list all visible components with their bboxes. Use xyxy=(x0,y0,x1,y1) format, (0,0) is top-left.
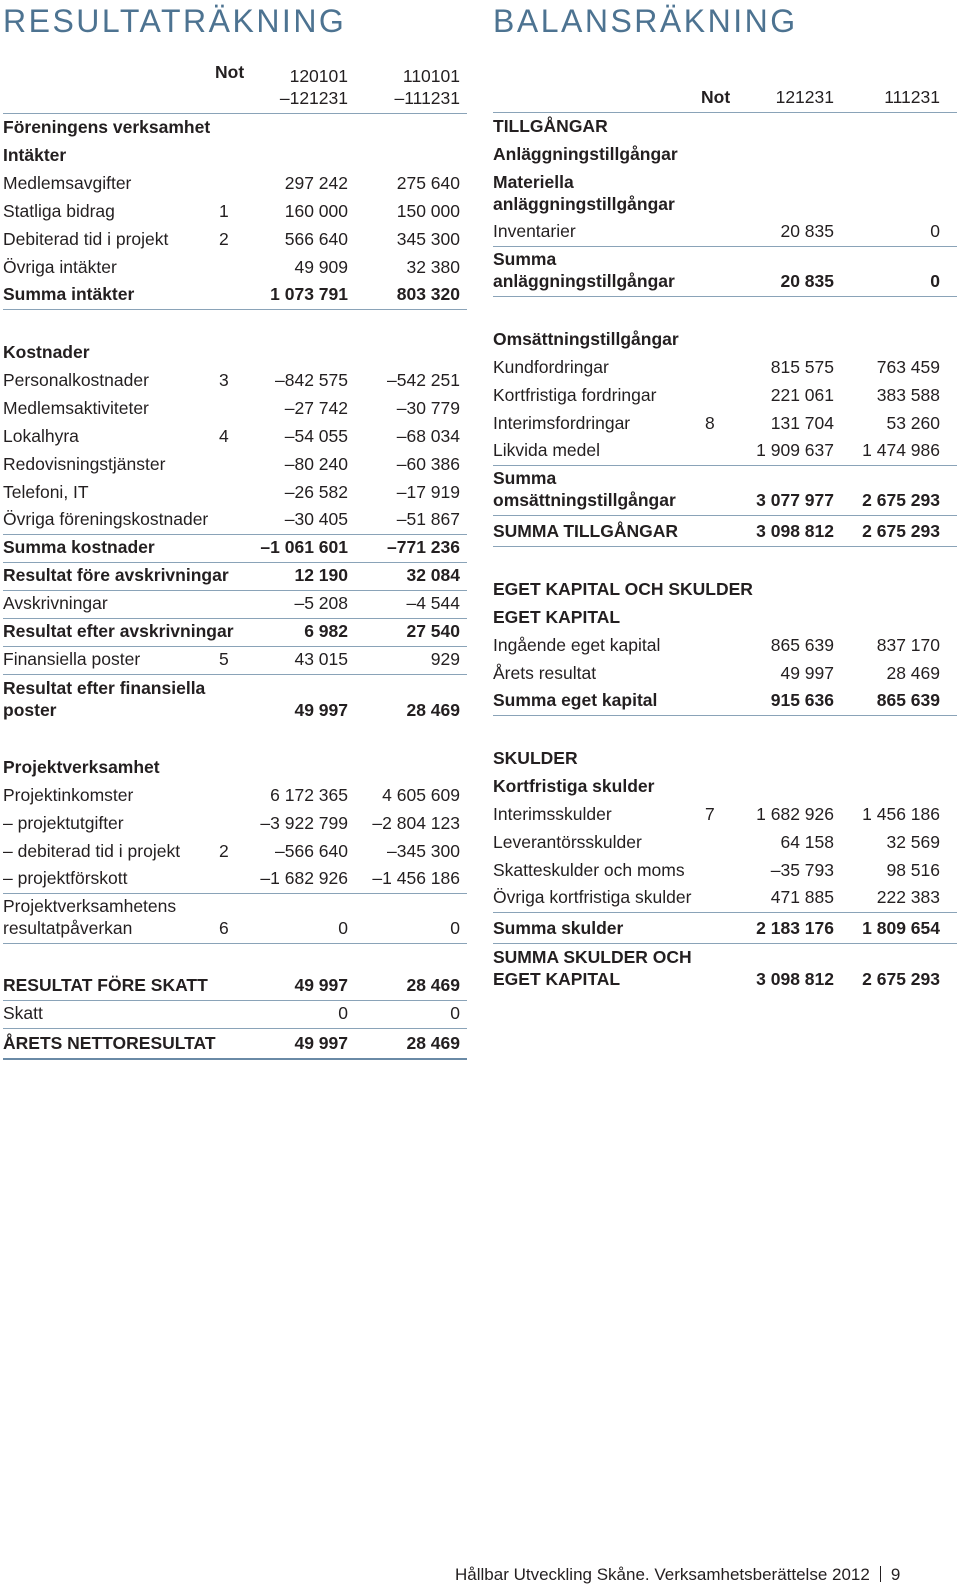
row-previous-value: 28 469 xyxy=(406,975,460,995)
row-label: RESULTAT FÖRE SKATT xyxy=(3,975,208,995)
row-label: Summa eget kapital xyxy=(493,690,658,710)
table-row xyxy=(3,675,467,725)
row-label: Resultat efter avskrivningar xyxy=(3,621,234,641)
row-previous-value: 0 xyxy=(930,271,940,291)
row-previous-value: 27 540 xyxy=(406,621,460,641)
table-row xyxy=(3,310,467,367)
row-previous-value: 837 170 xyxy=(876,635,940,655)
header-current-period xyxy=(280,65,348,109)
row-previous-value: 222 383 xyxy=(876,887,940,907)
row-previous-value: 1 474 986 xyxy=(862,440,940,460)
row-note: 3 xyxy=(219,370,229,390)
row-label: Summa intäkter xyxy=(3,284,135,304)
footer-divider xyxy=(880,1566,881,1582)
table-row xyxy=(493,113,957,141)
row-label: Medlemsavgifter xyxy=(3,173,132,193)
table-row xyxy=(493,660,957,688)
row-current-value: –3 922 799 xyxy=(260,813,348,833)
row-label: Inventarier xyxy=(493,221,576,241)
row-label: – projektutgifter xyxy=(3,813,124,833)
row-label: Summa anläggningstillgångar xyxy=(493,249,675,291)
header-note: Not xyxy=(215,62,245,82)
row-label: Årets resultat xyxy=(493,663,597,683)
row-current-value: 6 172 365 xyxy=(270,785,348,805)
row-previous-value: 275 640 xyxy=(396,173,460,193)
row-label: SKULDER xyxy=(493,748,578,768)
row-previous-value: –345 300 xyxy=(387,841,460,861)
table-row xyxy=(493,913,957,944)
row-label: EGET KAPITAL xyxy=(493,607,621,627)
table-row xyxy=(493,688,957,716)
row-previous-value: 0 xyxy=(450,1003,460,1023)
table-row xyxy=(493,604,957,632)
row-label: Summa omsättningstillgångar xyxy=(493,468,676,510)
row-current-value: 1 682 926 xyxy=(756,804,834,824)
row-previous-value: 865 639 xyxy=(876,690,940,710)
row-label: Summa skulder xyxy=(493,918,624,938)
table-row xyxy=(3,944,467,1001)
row-label: Föreningens verksamhet xyxy=(3,117,211,137)
row-current-value: 221 061 xyxy=(770,385,834,405)
income-statement-table xyxy=(3,58,467,1060)
row-label: Leverantörsskulder xyxy=(493,832,642,852)
table-row xyxy=(493,219,957,247)
row-label: Statliga bidrag xyxy=(3,201,115,221)
row-label: – projektförskott xyxy=(3,868,128,888)
row-label: Likvida medel xyxy=(493,440,600,460)
row-current-value: 471 885 xyxy=(770,887,834,907)
row-label: Debiterad tid i projekt xyxy=(3,229,169,249)
row-previous-value: –51 867 xyxy=(396,509,460,529)
row-previous-value: 28 469 xyxy=(886,663,940,683)
row-current-value: –1 682 926 xyxy=(260,868,348,888)
table-row xyxy=(3,479,467,507)
row-current-value: 3 077 977 xyxy=(756,490,834,510)
row-previous-value: 53 260 xyxy=(886,413,940,433)
header-previous-period xyxy=(394,65,460,109)
row-current-value: 49 997 xyxy=(294,700,348,720)
row-label: EGET KAPITAL OCH SKULDER xyxy=(493,579,753,599)
row-previous-value: 32 569 xyxy=(886,832,940,852)
table-header-row xyxy=(493,80,957,113)
row-label: Personalkostnader xyxy=(3,370,149,390)
row-label: Projektverksamhetens resultatpåverkan xyxy=(3,896,177,938)
row-previous-value: –68 034 xyxy=(396,426,460,446)
table-row xyxy=(493,829,957,857)
row-current-value: 131 704 xyxy=(770,413,834,433)
table-row xyxy=(3,838,467,866)
row-note: 7 xyxy=(705,804,715,824)
row-current-value: 865 639 xyxy=(770,635,834,655)
row-current-value: 297 242 xyxy=(284,173,348,193)
row-previous-value: 1 809 654 xyxy=(862,918,940,938)
row-current-value: 49 997 xyxy=(294,975,348,995)
table-row xyxy=(3,170,467,198)
table-row xyxy=(493,773,957,801)
footer-text: Hållbar Utveckling Skåne. Verksamhetsberättelse 2012 xyxy=(455,1565,870,1584)
row-label: Medlemsaktiviteter xyxy=(3,398,149,418)
row-label: Omsättningstillgångar xyxy=(493,329,679,349)
row-label: Projektverksamhet xyxy=(3,757,160,777)
row-label: Kundfordringar xyxy=(493,357,609,377)
row-previous-value: 98 516 xyxy=(886,860,940,880)
header-current-start: 120101 xyxy=(289,66,348,86)
table-row xyxy=(3,114,467,142)
row-current-value: 1 073 791 xyxy=(270,284,348,304)
table-row xyxy=(3,142,467,170)
table-row xyxy=(3,647,467,675)
balance-sheet-table xyxy=(493,80,957,994)
row-current-value: –80 240 xyxy=(284,454,348,474)
row-label: Kostnader xyxy=(3,342,90,362)
header-current-end: –121231 xyxy=(279,88,348,108)
row-label: Telefoni, IT xyxy=(3,482,89,502)
table-row xyxy=(3,423,467,451)
row-current-value: 20 835 xyxy=(780,271,834,291)
row-previous-value: –1 456 186 xyxy=(372,868,460,888)
row-previous-value: 1 456 186 xyxy=(862,804,940,824)
page-footer xyxy=(455,1565,900,1585)
row-label: Summa kostnader xyxy=(3,537,155,557)
table-row xyxy=(3,1029,467,1060)
row-note: 6 xyxy=(219,918,229,938)
row-current-value: 2 183 176 xyxy=(756,918,834,938)
row-note: 1 xyxy=(219,201,229,221)
row-current-value: 6 982 xyxy=(304,621,348,641)
row-current-value: 43 015 xyxy=(294,649,348,669)
table-row xyxy=(3,725,467,782)
table-row xyxy=(493,632,957,660)
header-previous-end: –111231 xyxy=(394,88,460,108)
header-note: Not xyxy=(701,87,731,107)
row-previous-value: –771 236 xyxy=(387,537,460,557)
row-previous-value: 2 675 293 xyxy=(862,490,940,510)
row-label: Kortfristiga skulder xyxy=(493,776,655,796)
row-current-value: 566 640 xyxy=(284,229,348,249)
table-row xyxy=(3,535,467,563)
row-current-value: 49 909 xyxy=(294,257,348,277)
row-label: Övriga intäkter xyxy=(3,257,117,277)
row-previous-value: 763 459 xyxy=(876,357,940,377)
table-row xyxy=(493,410,957,438)
table-row xyxy=(3,894,467,944)
row-current-value: 49 997 xyxy=(294,1033,348,1053)
table-row xyxy=(493,141,957,169)
row-label: – debiterad tid i projekt xyxy=(3,841,181,861)
table-row xyxy=(493,382,957,410)
row-label: Övriga kortfristiga skulder xyxy=(493,887,692,907)
row-label: Avskrivningar xyxy=(3,593,108,613)
row-current-value: –5 208 xyxy=(294,593,348,613)
table-row xyxy=(493,885,957,913)
table-row xyxy=(493,547,957,604)
row-label: TILLGÅNGAR xyxy=(493,116,608,136)
table-row xyxy=(3,1001,467,1029)
row-previous-value: –30 779 xyxy=(396,398,460,418)
table-row xyxy=(493,169,957,219)
row-current-value: 20 835 xyxy=(780,221,834,241)
row-current-value: –1 061 601 xyxy=(260,537,348,557)
row-previous-value: 383 588 xyxy=(876,385,940,405)
row-current-value: 3 098 812 xyxy=(756,969,834,989)
row-previous-value: 0 xyxy=(930,221,940,241)
row-previous-value: 28 469 xyxy=(406,1033,460,1053)
row-label: Skatt xyxy=(3,1003,43,1023)
table-row xyxy=(3,782,467,810)
row-current-value: 3 098 812 xyxy=(756,521,834,541)
row-label: Redovisningstjänster xyxy=(3,454,166,474)
table-row xyxy=(3,591,467,619)
table-row xyxy=(3,451,467,479)
table-row xyxy=(3,282,467,310)
row-current-value: 0 xyxy=(338,918,348,938)
table-row xyxy=(3,810,467,838)
table-header-row xyxy=(3,58,467,114)
header-previous-start: 110101 xyxy=(402,66,460,86)
table-row xyxy=(3,198,467,226)
table-row xyxy=(493,247,957,297)
row-previous-value: 0 xyxy=(450,918,460,938)
row-current-value: –54 055 xyxy=(284,426,348,446)
row-previous-value: 929 xyxy=(430,649,460,669)
row-current-value: 64 158 xyxy=(780,832,834,852)
row-label: ÅRETS NETTORESULTAT xyxy=(3,1033,216,1053)
row-previous-value: 803 320 xyxy=(396,284,460,304)
table-row xyxy=(3,367,467,395)
row-current-value: –30 405 xyxy=(284,509,348,529)
row-current-value: 160 000 xyxy=(284,201,348,221)
row-label: Resultat före avskrivningar xyxy=(3,565,229,585)
row-previous-value: 150 000 xyxy=(396,201,460,221)
table-row xyxy=(493,857,957,885)
row-label: Finansiella poster xyxy=(3,649,141,669)
row-current-value: –26 582 xyxy=(284,482,348,502)
row-previous-value: –4 544 xyxy=(406,593,460,613)
row-current-value: 0 xyxy=(338,1003,348,1023)
row-label: Skatteskulder och moms xyxy=(493,860,685,880)
header-previous-date: 111231 xyxy=(884,87,940,107)
row-label: Resultat efter finansiella poster xyxy=(3,678,206,720)
table-row xyxy=(493,354,957,382)
row-label: SUMMA TILLGÅNGAR xyxy=(493,521,679,541)
row-current-value: –566 640 xyxy=(275,841,348,861)
row-current-value: 815 575 xyxy=(770,357,834,377)
row-current-value: 915 636 xyxy=(770,690,834,710)
row-label: Anläggningstillgångar xyxy=(493,144,678,164)
table-row xyxy=(493,516,957,547)
table-row xyxy=(3,563,467,591)
row-previous-value: –542 251 xyxy=(387,370,460,390)
row-previous-value: –17 919 xyxy=(396,482,460,502)
page-number: 9 xyxy=(890,1565,901,1584)
row-current-value: –842 575 xyxy=(275,370,348,390)
table-row xyxy=(493,716,957,773)
row-label: Ingående eget kapital xyxy=(493,635,661,655)
row-previous-value: 32 380 xyxy=(406,257,460,277)
row-label: Intäkter xyxy=(3,145,67,165)
row-note: 2 xyxy=(219,841,229,861)
row-current-value: –35 793 xyxy=(770,860,834,880)
row-current-value: 1 909 637 xyxy=(756,440,834,460)
row-previous-value: –60 386 xyxy=(396,454,460,474)
row-label: Lokalhyra xyxy=(3,426,79,446)
balance-sheet-heading: BALANSRÄKNING xyxy=(493,3,798,39)
header-current-date: 121231 xyxy=(775,87,834,107)
row-label: Projektinkomster xyxy=(3,785,134,805)
row-previous-value: 32 084 xyxy=(406,565,460,585)
row-current-value: –27 742 xyxy=(284,398,348,418)
table-row xyxy=(3,226,467,254)
table-row xyxy=(493,944,957,994)
row-note: 8 xyxy=(705,413,715,433)
row-label: Övriga föreningskostnader xyxy=(3,509,209,529)
row-previous-value: 28 469 xyxy=(406,700,460,720)
table-row xyxy=(3,254,467,282)
table-row xyxy=(3,619,467,647)
row-note: 2 xyxy=(219,229,229,249)
row-label: Interimsfordringar xyxy=(493,413,631,433)
row-previous-value: 2 675 293 xyxy=(862,969,940,989)
row-label: Interimsskulder xyxy=(493,804,612,824)
table-row xyxy=(3,395,467,423)
row-note: 5 xyxy=(219,649,229,669)
table-row xyxy=(493,801,957,829)
row-current-value: 12 190 xyxy=(294,565,348,585)
table-row xyxy=(493,297,957,354)
row-previous-value: 4 605 609 xyxy=(382,785,460,805)
income-statement-heading: RESULTATRÄKNING xyxy=(3,3,347,39)
table-row xyxy=(493,466,957,516)
table-row xyxy=(493,438,957,466)
row-current-value: 49 997 xyxy=(780,663,834,683)
row-note: 4 xyxy=(219,426,229,446)
table-row xyxy=(3,507,467,535)
row-previous-value: 345 300 xyxy=(396,229,460,249)
row-label: SUMMA SKULDER OCH EGET KAPITAL xyxy=(493,947,692,989)
table-row xyxy=(3,866,467,894)
row-previous-value: 2 675 293 xyxy=(862,521,940,541)
row-label: Materiella anläggningstillgångar xyxy=(493,172,675,214)
row-previous-value: –2 804 123 xyxy=(372,813,460,833)
row-label: Kortfristiga fordringar xyxy=(493,385,657,405)
